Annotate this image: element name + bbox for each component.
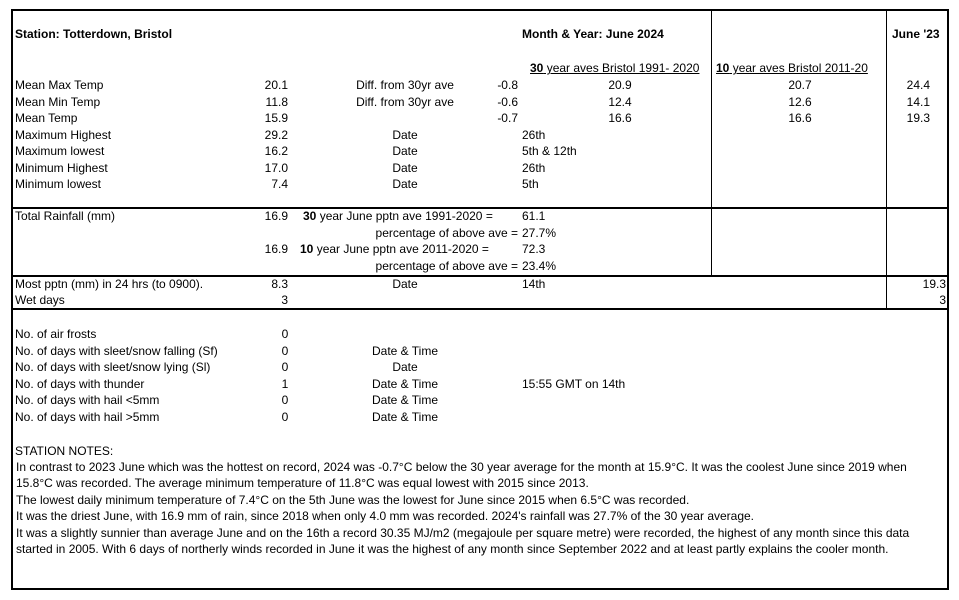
temp-row-note: Diff. from 30yr ave xyxy=(356,78,454,92)
temp-row-diff: 26th xyxy=(522,127,546,142)
divider-pptn-counts xyxy=(11,308,949,310)
ave10-text: year aves Bristol 2011-20 xyxy=(729,61,868,75)
temp-row-value: 20.1 xyxy=(264,78,288,92)
count-row-note: Date xyxy=(392,360,418,374)
temp-row-ave10: 20.7 xyxy=(788,78,812,92)
temp-row-value: 29.2 xyxy=(264,127,288,142)
count-row-value: 0 xyxy=(281,409,289,424)
count-row-value: 0 xyxy=(281,360,289,374)
temp-row-value: 16.2 xyxy=(264,144,288,158)
ave10-heading xyxy=(716,60,868,76)
count-row-label: No. of days with thunder xyxy=(15,376,145,391)
temp-row-ave30: 16.6 xyxy=(608,111,632,125)
station-notes-title: STATION NOTES: xyxy=(15,444,114,458)
temp-row-note: Date xyxy=(392,127,418,142)
station-notes-body xyxy=(16,459,936,557)
station-note-paragraph: In contrast to 2023 June which was the hottest on record, 2024 was -0.7°C below the 30 year average for the month at 15.9°C. It was the coolest June since 2019 when 15.8°C was recorded. The average minimum temperature of 11.8°C was equal lowest with 2015 since 2013. xyxy=(16,460,907,491)
wet-days-label: Wet days xyxy=(15,293,65,307)
count-row-label: No. of days with hail >5mm xyxy=(15,409,160,424)
temp-row-ave30: 12.4 xyxy=(608,94,632,109)
temp-row-prev: 19.3 xyxy=(906,111,930,125)
rainfall-value-2: 16.9 xyxy=(264,242,288,256)
temp-row-diff: 26th xyxy=(522,160,546,175)
rain-ave30-value: 61.1 xyxy=(522,209,546,223)
count-row-note: Date & Time xyxy=(371,343,439,358)
temp-row-ave10: 12.6 xyxy=(788,94,812,109)
temp-row-value: 17.0 xyxy=(264,160,288,175)
rain-pct30-label: percentage of above ave = xyxy=(375,226,518,240)
rain-ave30-label xyxy=(303,208,493,224)
pptn-value: 8.3 xyxy=(271,277,288,291)
rain-pct30-value: 27.7% xyxy=(522,226,557,240)
pptn-date: 14th xyxy=(522,277,546,291)
temp-row-note: Date xyxy=(392,177,418,191)
wet-days-prev: 3 xyxy=(939,293,946,307)
temp-row-prev: 24.4 xyxy=(906,78,930,92)
pptn-prev: 19.3 xyxy=(922,277,946,291)
temp-row-ave10: 16.6 xyxy=(788,111,812,125)
ave30-text: year aves Bristol 1991- 2020 xyxy=(543,61,700,75)
temp-row-label: Mean Max Temp xyxy=(15,78,104,92)
temp-row-prev: 14.1 xyxy=(906,94,930,109)
count-row-value: 0 xyxy=(281,343,289,358)
column-divider-10yr xyxy=(711,10,712,276)
temp-row-value: 15.9 xyxy=(264,111,288,125)
temp-row-diff: 5th & 12th xyxy=(522,144,577,158)
pptn-date-label: Date xyxy=(392,277,418,291)
month-year-title: Month & Year: June 2024 xyxy=(522,27,664,41)
rainfall-value: 16.9 xyxy=(264,209,288,223)
rain-pct10-label: percentage of above ave = xyxy=(375,259,518,273)
temp-row-ave30: 20.9 xyxy=(608,78,632,92)
count-row-value: 1 xyxy=(281,376,289,391)
temp-row-note: Diff. from 30yr ave xyxy=(356,94,454,109)
rain-ave10-bold: 10 xyxy=(300,242,314,256)
wet-days-value: 3 xyxy=(281,293,288,307)
station-title: Station: Totterdown, Bristol xyxy=(15,27,173,41)
temp-row-label: Maximum Highest xyxy=(15,127,112,142)
count-row-label: No. of days with sleet/snow lying (Sl) xyxy=(15,360,211,374)
temp-row-diff: -0.6 xyxy=(497,94,518,109)
count-row-note: Date & Time xyxy=(371,393,439,407)
temp-row-value: 7.4 xyxy=(271,177,288,191)
station-note-paragraph: It was the driest June, with 16.9 mm of rain, since 2018 when only 4.0 mm was recorded. 2024's rainfall was 27.7% of the 30 year average. xyxy=(16,509,755,524)
count-row-value: 0 xyxy=(281,327,289,341)
pptn-label: Most pptn (mm) in 24 hrs (to 0900). xyxy=(15,277,204,291)
temp-row-value: 11.8 xyxy=(265,94,288,109)
count-row-label: No. of days with hail <5mm xyxy=(15,393,160,407)
count-row-extra: 15:55 GMT on 14th xyxy=(522,376,626,391)
temp-row-label: Minimum lowest xyxy=(15,177,102,191)
temp-row-note: Date xyxy=(392,144,418,158)
count-row-value: 0 xyxy=(281,393,289,407)
temp-row-diff: 5th xyxy=(522,177,539,191)
rain-ave10-value: 72.3 xyxy=(522,242,546,256)
ave30-heading xyxy=(530,60,699,76)
temp-row-diff: -0.7 xyxy=(497,111,518,125)
rainfall-label: Total Rainfall (mm) xyxy=(15,209,116,223)
rain-pct10-value: 23.4% xyxy=(522,259,557,273)
column-divider-prev-year xyxy=(886,10,887,308)
temp-row-label: Mean Temp xyxy=(15,111,78,125)
temp-row-label: Minimum Highest xyxy=(15,160,108,175)
station-note-paragraph: The lowest daily minimum temperature of 7.4°C on the 5th June was the lowest for June since 2015 when 6.5°C was recorded. xyxy=(16,492,690,507)
rain-ave10-text: year June pptn ave 2011-2020 = xyxy=(313,242,489,256)
temp-row-diff: -0.8 xyxy=(497,78,518,92)
ave30-prefix: 30 xyxy=(530,61,544,75)
prev-june-heading: June '23 xyxy=(892,27,940,41)
temp-row-note: Date xyxy=(392,160,418,175)
count-row-note: Date & Time xyxy=(371,376,439,391)
count-row-label: No. of days with sleet/snow falling (Sf) xyxy=(15,343,218,358)
station-note-paragraph: It was a slightly sunnier than average June and on the 16th a record 30.35 MJ/m2 (megajoule per square metre) were recorded, the highest of any month since this data started in 2005. With 6 days of northerly winds recorded in June it was the highest of any month since September 2022 and at least partly explains the cooler month. xyxy=(16,525,910,557)
temp-row-label: Maximum lowest xyxy=(15,144,105,158)
rain-ave30-bold: 30 xyxy=(303,209,317,223)
rain-ave30-text: year June pptn ave 1991-2020 = xyxy=(316,209,493,223)
rain-ave10-label xyxy=(300,241,489,257)
ave10-prefix: 10 xyxy=(716,61,730,75)
temp-row-label: Mean Min Temp xyxy=(15,94,101,109)
count-row-note: Date & Time xyxy=(371,409,439,424)
count-row-label: No. of air frosts xyxy=(15,327,97,341)
